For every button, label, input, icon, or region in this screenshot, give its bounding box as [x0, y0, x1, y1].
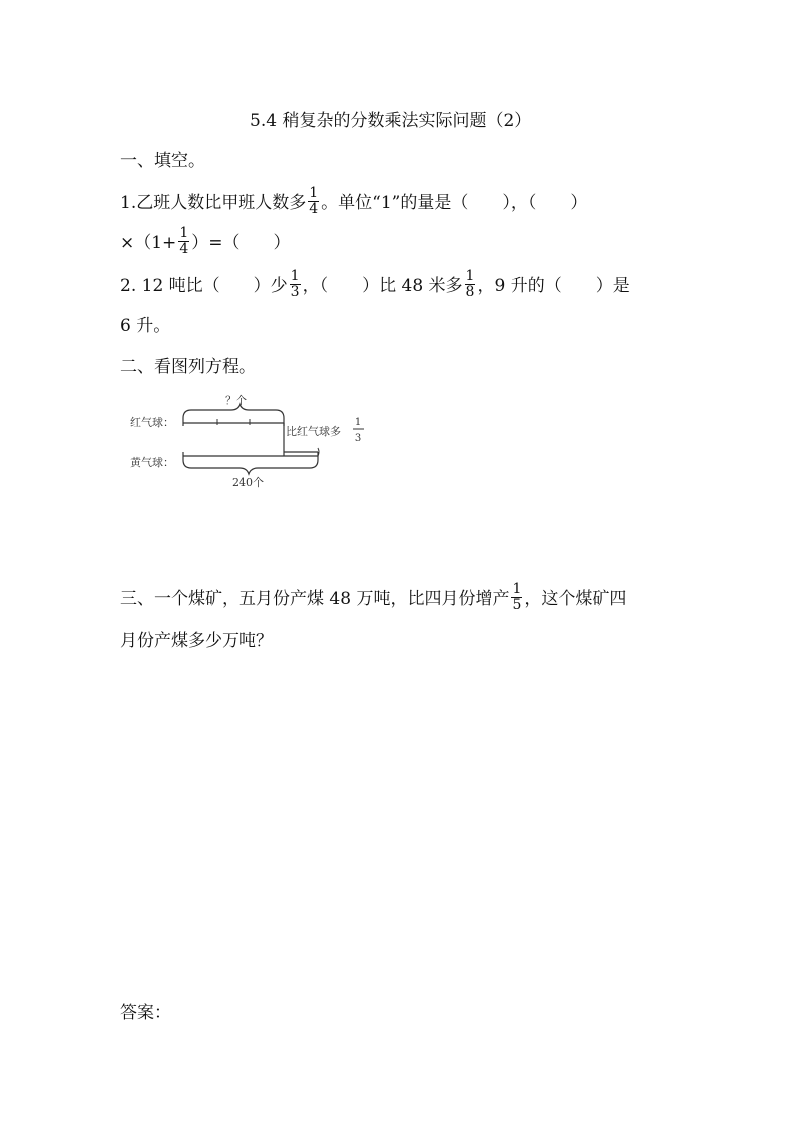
- s3-text-part1: 三、一个煤矿，五月份产煤 48 万吨，比四月份增产: [120, 589, 510, 609]
- q2-text-part3: ，9 升的（ ）是: [477, 276, 630, 296]
- question-2-line-1: [120, 268, 630, 302]
- section3-line-1: [120, 581, 627, 615]
- more-label: 比红气球多: [286, 425, 341, 438]
- q1-text-part3: ×（1+: [120, 233, 177, 253]
- q1-text-part4: ）=（ ）: [191, 233, 291, 253]
- bottom-brace: [183, 460, 318, 474]
- q1-text-part2: 。单位“1”的量是（ ），（ ）: [321, 193, 588, 213]
- fraction-numerator: 1: [465, 268, 475, 284]
- balloon-diagram: [128, 390, 378, 490]
- q2-fraction-1: [290, 269, 301, 300]
- q1-text-part1: 1.乙班人数比甲班人数多: [120, 193, 307, 213]
- fraction-denominator: 5: [512, 597, 522, 613]
- question-label: ？个: [225, 394, 247, 407]
- red-balloon-label: 红气球：: [130, 416, 174, 429]
- more-frac-num: 1: [354, 417, 362, 428]
- s3-text-part2: ，这个煤矿四: [524, 589, 627, 609]
- section3-line-2: 月份产煤多少万吨？: [120, 631, 273, 651]
- q2-fraction-2: [465, 269, 476, 300]
- diagram-svg: [128, 390, 378, 490]
- question-1-line-2: [120, 225, 291, 259]
- fraction-numerator: 1: [512, 581, 522, 597]
- section2-heading: 二、看图列方程。: [120, 357, 256, 377]
- fraction-denominator: 4: [309, 201, 319, 217]
- q1-fraction-1: [308, 186, 319, 217]
- fraction-denominator: 4: [179, 241, 189, 257]
- section1-heading: 一、填空。: [120, 151, 205, 171]
- question-1-line-1: [120, 185, 588, 219]
- more-frac-den: 3: [354, 433, 362, 444]
- fraction-numerator: 1: [309, 185, 319, 201]
- fraction-denominator: 8: [465, 284, 475, 300]
- question-2-line-2: 6 升。: [120, 316, 171, 336]
- total-label: 240个: [232, 476, 264, 489]
- yellow-balloon-label: 黄气球：: [130, 456, 174, 469]
- fraction-numerator: 1: [179, 225, 189, 241]
- answer-label: 答案：: [120, 1003, 171, 1023]
- q1-fraction-2: [178, 226, 189, 257]
- s3-fraction: [511, 582, 522, 613]
- q2-text-part2: ，（ ）比 48 米多: [302, 276, 463, 296]
- fraction-numerator: 1: [290, 268, 300, 284]
- fraction-denominator: 3: [290, 284, 300, 300]
- q2-text-part1: 2. 12 吨比（ ）少: [120, 276, 288, 296]
- page-title: 5.4 稍复杂的分数乘法实际问题（2）: [250, 111, 532, 131]
